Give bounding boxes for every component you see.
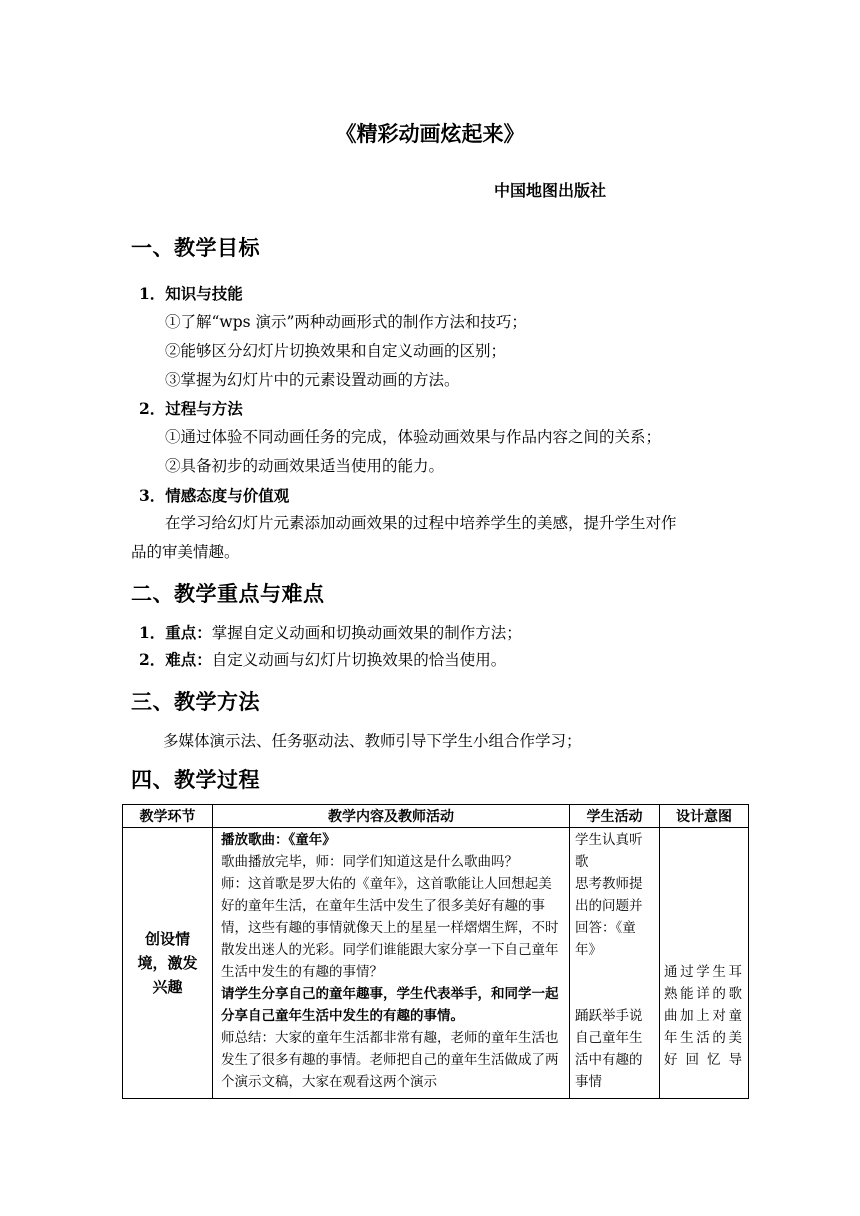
content-line: 歌曲播放完毕，师：同学们知道这是什么歌曲吗？ [221,854,518,870]
objective-item: ①了解“wps 演示”两种动画形式的制作方法和技巧； [165,313,527,331]
section-heading-process: 四、教学过程 [131,767,260,792]
section-heading-methods: 三、教学方法 [131,689,260,714]
publisher: 中国地图出版社 [494,181,607,200]
header-student: 学生活动 [570,805,660,828]
stage-cell [123,828,213,1099]
stage-line: 创设情 [144,930,190,948]
spacer [575,961,655,1005]
key-point-text: 掌握自定义动画和切换动画效果的制作方法； [211,624,522,642]
methods-text: 多媒体演示法、任务驱动法、教师引导下学生小组合作学习； [163,732,582,750]
document-title: 《精彩动画炫起来》 [335,121,525,146]
objective-item: ②具备初步的动画效果适当使用的能力。 [165,457,445,475]
subheading-knowledge-skills: 1．知识与技能 [139,284,243,303]
section-heading-key-points: 二、教学重点与难点 [131,581,325,606]
content-cell [213,828,570,1099]
objective-item: ③掌握为幻灯片中的元素设置动画的方法。 [165,371,460,389]
student-activity: 学生认真听歌 [575,832,643,870]
song-label: 播放歌曲：《童年》 [221,832,336,848]
design-cell [660,828,749,1099]
student-activity: 踊跃举手说自己童年生活中有趣的事情 [575,1008,643,1090]
design-intent: 通过学生耳熟能详的歌曲加上对童年生活的美好回忆导 [664,964,744,1068]
difficulty-item [139,648,506,670]
content-bold-paragraph: 请学生分享自己的童年趣事，学生代表举手，和同学一起分享自己童年生活中发生的有趣的事情。 [221,986,559,1024]
student-cell [570,828,660,1099]
header-stage: 教学环节 [123,805,213,828]
subheading-attitude-values: 3．情感态度与价值观 [139,486,290,505]
header-content: 教学内容及教师活动 [213,805,570,828]
objective-item: ①通过体验不同动画任务的完成，体验动画效果与作品内容之间的关系； [165,428,662,446]
header-design: 设计意图 [660,805,749,828]
section-heading-objectives: 一、教学目标 [131,235,260,260]
teaching-process-table [122,804,749,1099]
student-activity: 思考教师提出的问题并回答：《童年》 [575,876,643,958]
difficulty-text: 自定义动画与幻灯片切换效果的恰当使用。 [211,651,507,669]
key-point-label: 1．重点： [139,623,212,642]
stage-line: 境，激发 [137,954,198,972]
spacer [664,829,744,961]
content-paragraph: 师：这首歌是罗大佑的《童年》，这首歌能让人回想起美好的童年生活，在童年生活中发生了很多美好有趣的事情，这些有趣的事情就像天上的星星一样熠熠生辉，不时散发出迷人的光彩。同学们谁能跟大家分享一下自己童年生活中发生的有趣的事情？ [221,876,559,980]
subheading-process-method: 2．过程与方法 [139,399,243,418]
difficulty-label: 2．难点： [139,650,212,669]
stage-line: 兴趣 [152,978,183,996]
objective-item: ②能够区分幻灯片切换效果和自定义动画的区别； [165,342,507,360]
key-point-item [139,621,522,643]
paragraph-line: 在学习给幻灯片元素添加动画效果的过程中培养学生的美感，提升学生对作 [165,514,677,532]
paragraph-line: 品的审美情趣。 [131,543,240,561]
content-summary: 师总结：大家的童年生活都非常有趣，老师的童年生活也发生了很多有趣的事情。老师把自己的童年生活做成了两个演示文稿，大家在观看这两个演示 [221,1030,559,1090]
table-header-row [123,805,749,828]
table-row [123,828,749,1099]
